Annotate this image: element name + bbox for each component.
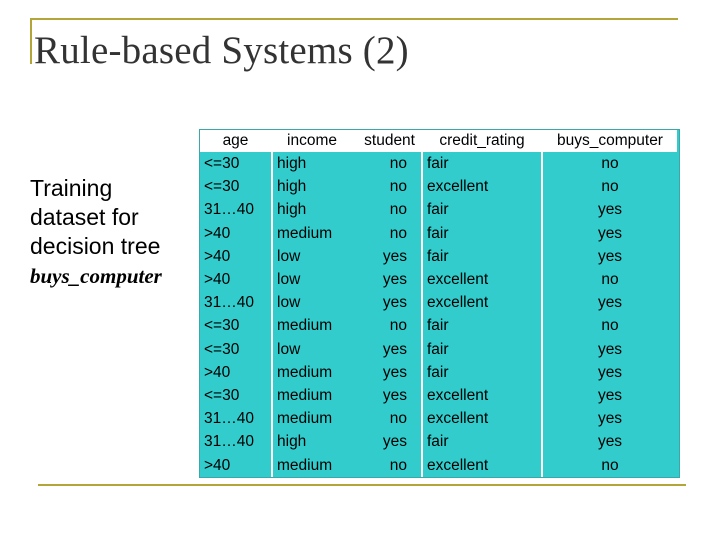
cell-buys-computer: yes xyxy=(597,363,623,381)
cell-buys-computer: no xyxy=(601,456,619,474)
table-row xyxy=(200,268,677,291)
header-buys-computer: buys_computer xyxy=(542,130,677,152)
slide-title: Rule-based Systems (2) xyxy=(34,29,409,72)
header-age: age xyxy=(200,130,272,152)
cell-student: yes xyxy=(351,338,422,361)
cell-income: high xyxy=(277,433,307,451)
left-rule xyxy=(30,18,32,64)
bottom-rule xyxy=(38,484,686,486)
cell-student: no xyxy=(351,152,422,175)
table-header-row xyxy=(200,130,677,152)
cell-buys-computer: yes xyxy=(597,340,623,358)
dataset-caption xyxy=(30,174,162,291)
cell-credit-rating: excellent xyxy=(422,384,542,407)
table-row xyxy=(200,361,677,384)
cell-credit-rating: fair xyxy=(422,152,542,175)
cell-credit-rating: fair xyxy=(422,314,542,337)
cell-age: 31…40 xyxy=(200,291,272,314)
cell-credit-rating: excellent xyxy=(422,291,542,314)
cell-student: yes xyxy=(351,245,422,268)
cell-buys-computer: no xyxy=(601,271,619,289)
cell-credit-rating: excellent xyxy=(422,268,542,291)
table-row xyxy=(200,384,677,407)
cell-income: medium xyxy=(277,410,333,428)
cell-buys-computer: yes xyxy=(597,386,623,404)
cell-age: 31…40 xyxy=(200,430,272,453)
table-row xyxy=(200,245,677,268)
cell-credit-rating: fair xyxy=(422,361,542,384)
table-row xyxy=(200,430,677,453)
cell-income: high xyxy=(277,155,307,173)
cell-buys-computer: no xyxy=(601,317,619,335)
cell-student: yes xyxy=(351,268,422,291)
training-data-table xyxy=(199,129,680,478)
caption-line: decision tree xyxy=(30,233,161,259)
header-student: student xyxy=(351,130,422,152)
table-row xyxy=(200,152,677,175)
cell-age: <=30 xyxy=(200,152,272,175)
table-row xyxy=(200,407,677,430)
cell-age: <=30 xyxy=(200,384,272,407)
cell-age: >40 xyxy=(200,361,272,384)
cell-credit-rating: excellent xyxy=(422,407,542,430)
cell-income: medium xyxy=(277,224,333,242)
cell-buys-computer: yes xyxy=(597,247,623,265)
cell-student: no xyxy=(351,407,422,430)
cell-income: medium xyxy=(277,386,333,404)
table-row xyxy=(200,314,677,337)
table-row xyxy=(200,291,677,314)
cell-buys-computer: yes xyxy=(597,433,623,451)
target-attribute-label: buys_computer xyxy=(30,264,162,288)
cell-income: medium xyxy=(277,456,333,474)
cell-buys-computer: no xyxy=(601,178,619,196)
table-body xyxy=(200,152,677,477)
cell-income: low xyxy=(277,294,301,312)
table-row xyxy=(200,175,677,198)
cell-age: <=30 xyxy=(200,314,272,337)
caption-line: Training xyxy=(30,175,113,201)
cell-buys-computer: yes xyxy=(597,294,623,312)
cell-student: yes xyxy=(351,384,422,407)
cell-income: high xyxy=(277,201,307,219)
header-income: income xyxy=(272,130,351,152)
table-row xyxy=(200,198,677,221)
cell-student: no xyxy=(351,198,422,221)
caption-line: dataset for xyxy=(30,204,139,230)
cell-credit-rating: fair xyxy=(422,198,542,221)
cell-income: low xyxy=(277,271,301,289)
cell-age: 31…40 xyxy=(200,407,272,430)
cell-credit-rating: excellent xyxy=(422,453,542,476)
cell-credit-rating: fair xyxy=(422,222,542,245)
cell-buys-computer: yes xyxy=(597,224,623,242)
cell-age: 31…40 xyxy=(200,198,272,221)
cell-age: >40 xyxy=(200,245,272,268)
cell-student: yes xyxy=(351,361,422,384)
cell-credit-rating: excellent xyxy=(422,175,542,198)
table-row xyxy=(200,453,677,476)
cell-age: <=30 xyxy=(200,338,272,361)
cell-student: no xyxy=(351,175,422,198)
table-row xyxy=(200,222,677,245)
cell-income: medium xyxy=(277,317,333,335)
cell-student: no xyxy=(351,453,422,476)
data-table xyxy=(200,130,677,477)
cell-credit-rating: fair xyxy=(422,430,542,453)
cell-buys-computer: no xyxy=(601,155,619,173)
header-credit-rating: credit_rating xyxy=(422,130,542,152)
top-rule xyxy=(30,18,678,20)
cell-buys-computer: yes xyxy=(597,410,623,428)
cell-age: >40 xyxy=(200,453,272,476)
table-row xyxy=(200,338,677,361)
cell-income: low xyxy=(277,340,301,358)
cell-credit-rating: fair xyxy=(422,245,542,268)
cell-credit-rating: fair xyxy=(422,338,542,361)
cell-age: <=30 xyxy=(200,175,272,198)
cell-student: no xyxy=(351,222,422,245)
cell-student: yes xyxy=(351,430,422,453)
cell-student: no xyxy=(351,314,422,337)
cell-income: high xyxy=(277,178,307,196)
cell-income: medium xyxy=(277,363,333,381)
cell-student: yes xyxy=(351,291,422,314)
cell-age: >40 xyxy=(200,222,272,245)
cell-buys-computer: yes xyxy=(597,201,623,219)
cell-age: >40 xyxy=(200,268,272,291)
cell-income: low xyxy=(277,247,301,265)
